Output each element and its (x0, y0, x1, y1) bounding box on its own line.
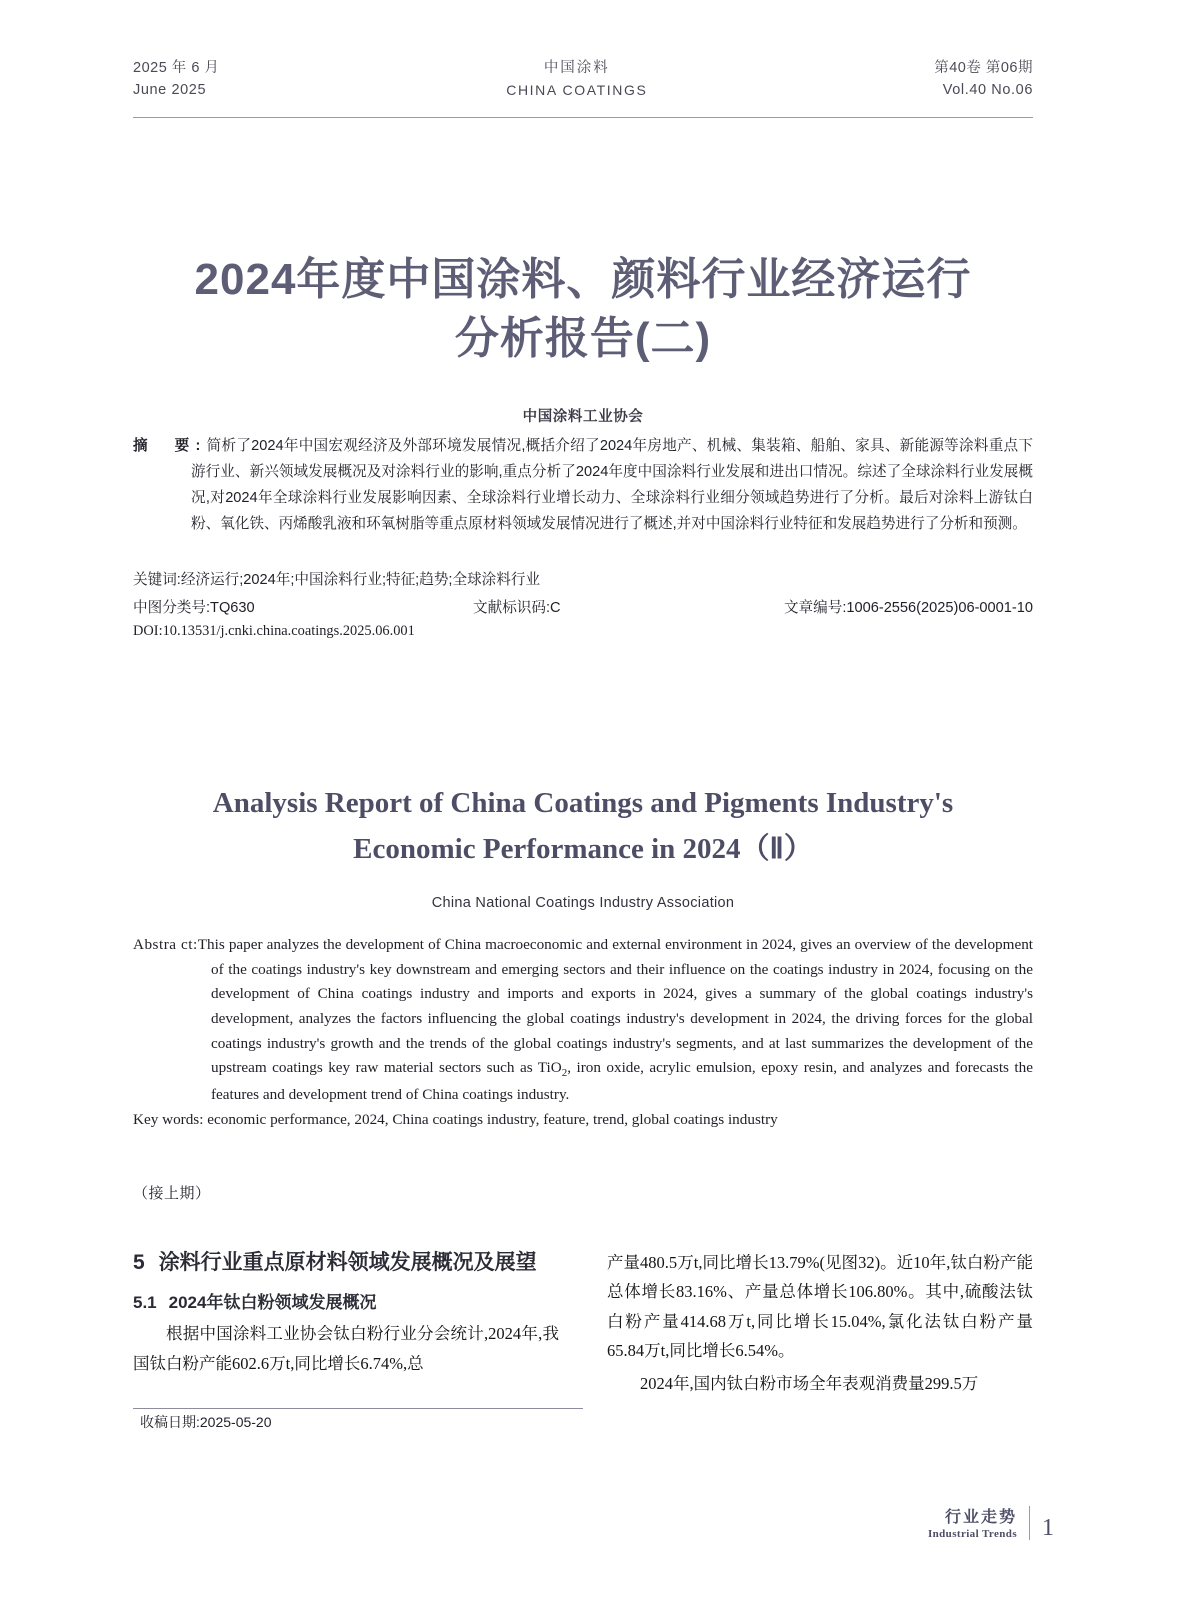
title-en-line-2: Economic Performance in 2024（Ⅱ） (353, 833, 813, 866)
clc-number: 中图分类号:TQ630 (133, 600, 255, 616)
page-title-en (133, 780, 1033, 873)
received-date: 收稿日期:2025-05-20 (140, 1414, 272, 1430)
article-id: 文章编号:1006-2556(2025)06-0001-10 (783, 600, 1033, 616)
folio-rule (1029, 1506, 1030, 1540)
folio-labels (928, 1508, 1017, 1542)
running-head-center (219, 58, 934, 101)
header-divider (133, 117, 1033, 118)
document-code: 文献标识码:C (473, 600, 561, 616)
folio (928, 1506, 1054, 1542)
issue-date-cn: 2025 年 6 月 (133, 60, 220, 76)
paragraph-right-1: 产量480.5万t,同比增长13.79%(见图32)。近10年,钛白粉产能总体增长83.16%、产量总体增长106.80%。其中,硫酸法钛白粉产量414.68万t,同比增长15.04%,氯化法钛白粉产量65.84万t,同比增长6.54%。 (607, 1253, 1033, 1361)
title-en-line-1: Analysis Report of China Coatings and Pigments Industry's (212, 787, 954, 819)
subsection-number: 5.1 (133, 1292, 157, 1312)
keywords-en: Key words: economic performance, 2024, China coatings industry, feature, trend, global coatings industry (133, 1111, 778, 1128)
body-columns (133, 1248, 1033, 1399)
folio-section-en: Industrial Trends (927, 1528, 1017, 1541)
abstract-en-label: Abstra ct: (133, 936, 198, 953)
keywords-cn: 关键词:经济运行;2024年;中国涂料行业;特征;趋势;全球涂料行业 (133, 572, 541, 588)
paragraph-left-1: 根据中国涂料工业协会钛白粉行业分会统计,2024年,我国钛白粉产能602.6万t,同比增长6.74%,总 (133, 1324, 559, 1373)
section-number: 5 (133, 1251, 145, 1274)
issue-date-en: June 2025 (133, 81, 207, 98)
classification-row (133, 596, 1033, 617)
subsection-title: 2024年钛白粉领域发展概况 (168, 1292, 377, 1312)
abstract-cn (133, 434, 1033, 538)
paragraph-right-2: 2024年,国内钛白粉市场全年表观消费量299.5万 (640, 1374, 979, 1394)
author-cn: 中国涂料工业协会 (522, 409, 644, 425)
volume-issue-en: Vol.40 No.06 (942, 81, 1033, 98)
running-head-right (934, 58, 1033, 102)
abstract-en (133, 933, 1033, 1108)
subsection-heading (133, 1290, 559, 1316)
author-en: China National Coatings Industry Association (431, 895, 735, 911)
journal-name-en: CHINA COATINGS (506, 81, 648, 98)
running-head-left (133, 58, 219, 102)
folio-section-cn: 行业走势 (944, 1509, 1017, 1527)
page-number: 1 (1042, 1515, 1054, 1541)
abstract-cn-text: 简析了2024年中国宏观经济及外部环境发展情况,概括介绍了2024年房地产、机械、集装箱、船舶、家具、新能源等涂料重点下游行业、新兴领域发展概况及对涂料行业的影响,重点分析了2024年度中国涂料行业发展和进出口情况。综述了全球涂料行业发展概况,对2024年全球涂料行业发展影响因素、全球涂料行业增长动力、全球涂料行业细分领域趋势进行了分析。最后对涂料上游钛白粉、氧化铁、丙烯酸乳液和环氧树脂等重点原材料领域发展情况进行了概述,并对中国涂料行业特征和发展趋势进行了分析和预测。 (191, 438, 1033, 532)
volume-issue-cn: 第40卷 第06期 (934, 60, 1033, 76)
body-column-right (607, 1248, 1033, 1399)
footer-divider (133, 1408, 583, 1409)
abstract-en-text-part-1: This paper analyzes the development of China macroeconomic and external environment in 2024, gives an overview of the development of the coatings industry's key downstream and emerging sectors and their influence on the coatings industry in 2024, focusing on the development of China coatings industry and imports and exports in 2024, gives a summary of the global coatings industry's development, analyzes the factors influencing the global coatings industry's development in 2024, the driving forces for the global coatings industry's growth and the trends of the global coatings industry's segments, and at last summarizes the development of the upstream coatings key raw material sectors such as TiO (197, 936, 1034, 1077)
abstract-en-text-part-2: , iron oxide, acrylic emulsion, epoxy resin, and analyzes and forecasts the features and development trend of China coatings industry. (211, 1059, 1033, 1103)
abstract-en-subscript: 2 (561, 1067, 568, 1080)
doi: DOI:10.13531/j.cnki.china.coatings.2025.06.001 (133, 623, 415, 639)
journal-name-cn: 中国涂料 (543, 60, 610, 76)
title-cn-line-1: 2024年度中国涂料、颜料行业经济运行 (194, 255, 972, 304)
page-title-cn (133, 250, 1033, 369)
title-cn-line-2: 分析报告(二) (454, 314, 712, 364)
body-column-left (133, 1248, 559, 1399)
section-heading (133, 1248, 559, 1278)
continued-note: （接上期） (133, 1185, 211, 1202)
abstract-cn-label: 摘 要: (133, 438, 207, 454)
running-head (133, 58, 1033, 102)
section-title: 涂料行业重点原材料领域发展概况及展望 (158, 1251, 537, 1274)
